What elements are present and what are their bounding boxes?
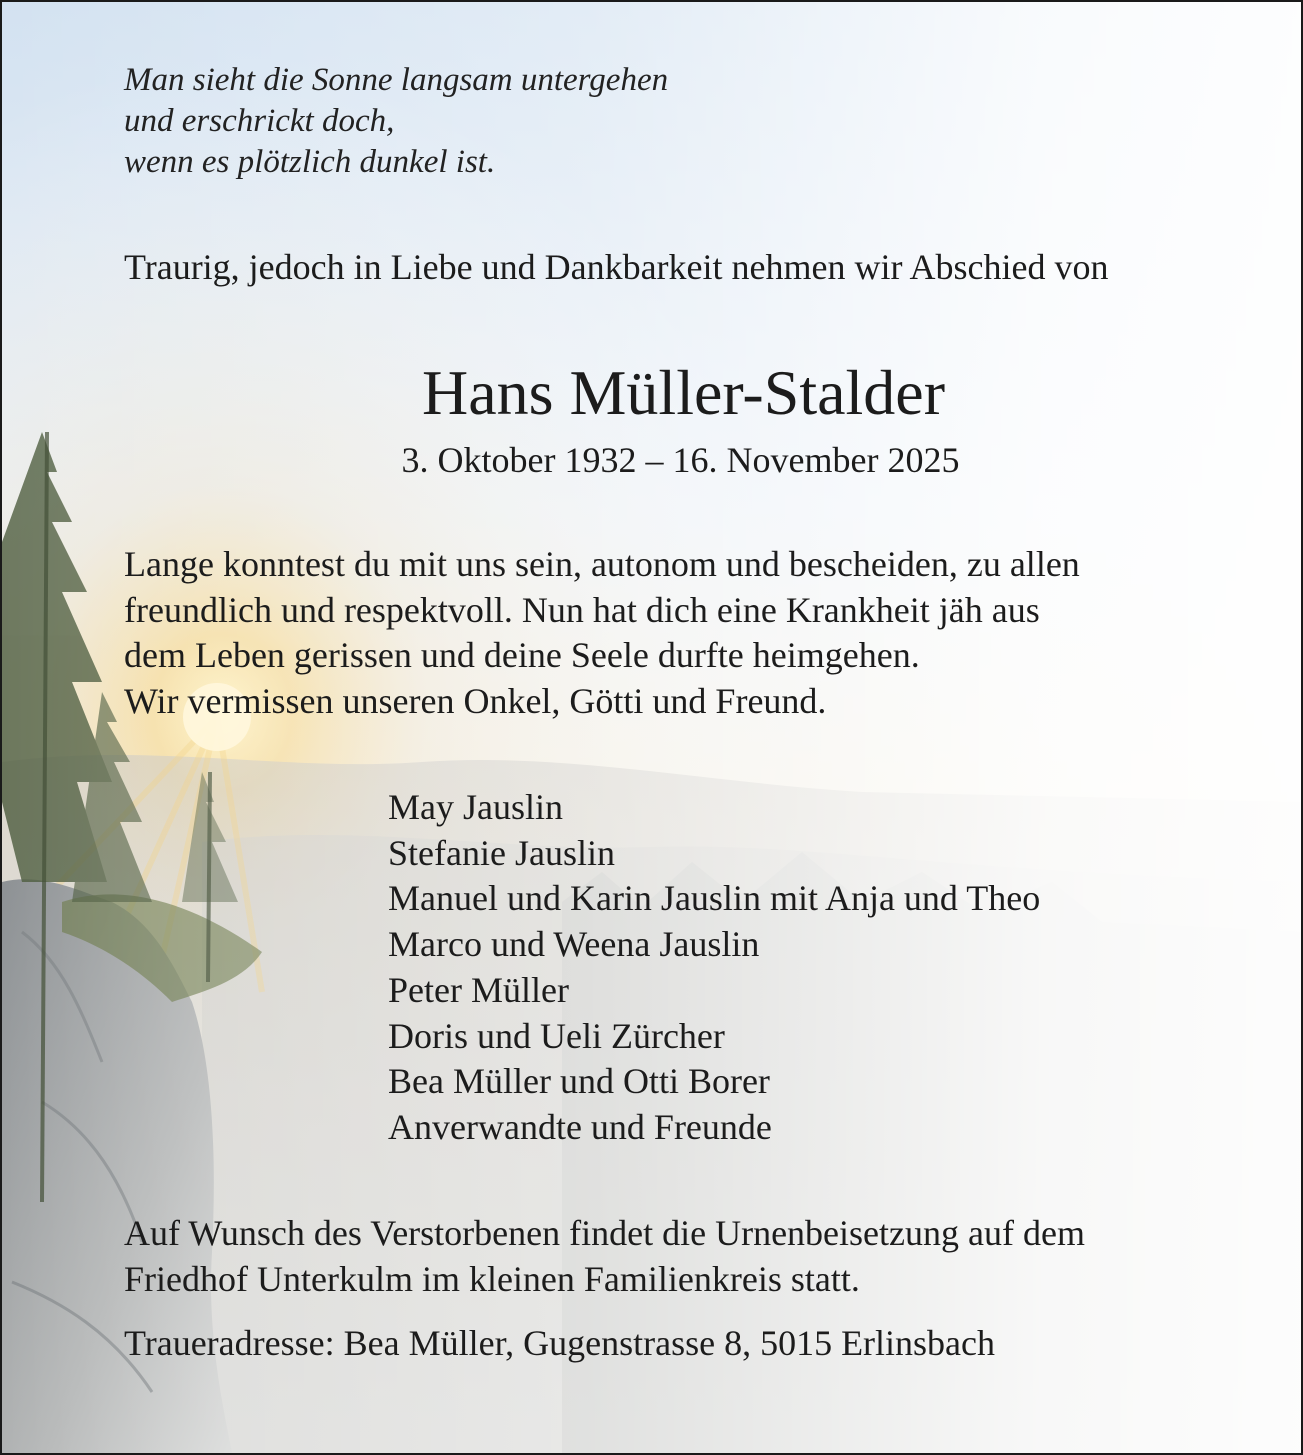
mourner-name: Peter Müller <box>388 969 569 1010</box>
funeral-line: Friedhof Unterkulm im kleinen Familienkreis statt. <box>124 1259 860 1299</box>
mourner-name: Stefanie Jauslin <box>388 832 615 873</box>
tribute-line: Wir vermissen unseren Onkel, Götti und Freund. <box>124 680 827 721</box>
mourners-list <box>388 785 1040 1151</box>
life-dates: 3. Oktober 1932 – 16. November 2025 <box>401 440 960 480</box>
mourning-address: Traueradresse: Bea Müller, Gugenstrasse 8, 5015 Erlinsbach <box>124 1323 996 1363</box>
poem-line: und erschrickt doch, <box>124 103 395 139</box>
mourner-name: May Jauslin <box>388 787 563 827</box>
funeral-line: Auf Wunsch des Verstorbenen findet die Urnenbeisetzung auf dem <box>124 1213 1085 1253</box>
deceased-name: Hans Müller-Stalder <box>421 357 946 428</box>
poem-line: Man sieht die Sonne langsam untergehen <box>124 62 669 98</box>
mourner-name: Anverwandte und Freunde <box>388 1106 772 1147</box>
poem-verse <box>124 60 668 183</box>
tribute-line: freundlich und respektvoll. Nun hat dich eine Krankheit jäh aus <box>124 589 1040 630</box>
mourner-name: Manuel und Karin Jauslin mit Anja und Theo <box>388 878 1041 919</box>
mourner-name: Marco und Weena Jauslin <box>388 924 760 965</box>
tribute-line: Lange konntest du mit uns sein, autonom und bescheiden, zu allen <box>124 544 1080 584</box>
intro-sentence: Traurig, jedoch in Liebe und Dankbarkeit nehmen wir Abschied von <box>124 247 1109 287</box>
tribute-line: dem Leben gerissen und deine Seele durfte heimgehen. <box>124 635 920 675</box>
poem-line: wenn es plötzlich dunkel ist. <box>124 144 496 180</box>
mourner-name: Doris und Ueli Zürcher <box>388 1015 725 1056</box>
tribute-text <box>124 542 1080 724</box>
mourner-name: Bea Müller und Otti Borer <box>388 1061 770 1102</box>
funeral-information <box>124 1210 1085 1302</box>
